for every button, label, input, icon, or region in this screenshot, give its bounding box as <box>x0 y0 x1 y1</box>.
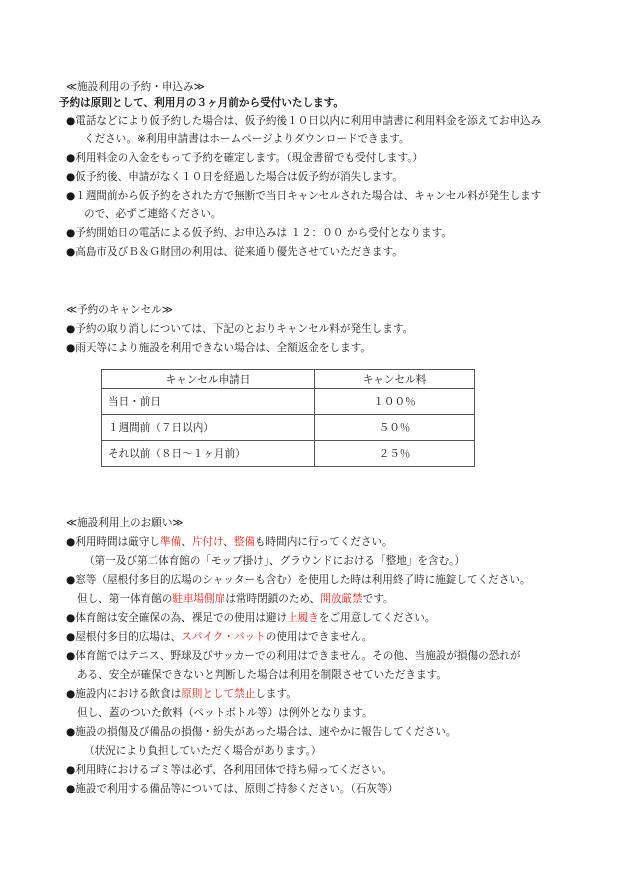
emphasis-text: スパイク・バット <box>181 631 266 643</box>
request-line: ●利用時におけるゴミ等は必ず、各利用団体で持ち帰ってください。 <box>66 764 393 776</box>
reservation-heading: ≪施設利用の予約・申込み≫ <box>66 81 205 93</box>
reservation-line: ●予約開始日の電話による仮予約、お申込みは １２：００ から受付となります。 <box>66 227 452 239</box>
request-line: ●施設で利用する備品等については、原則ご持参ください。（石灰等） <box>66 783 399 795</box>
request-line <box>66 687 297 701</box>
table-row <box>102 415 475 441</box>
text: 、 <box>181 536 192 548</box>
reservation-line: ●電話などにより仮予約した場合は、仮予約後１０日以内に利用申請書に利用料金を添えてお申込み <box>66 115 542 127</box>
text: 但し、第一体育館の <box>77 593 173 605</box>
text: ●施設内における飲食は <box>66 688 182 700</box>
table-cell-fee: ５０％ <box>315 415 475 441</box>
text: ●利用時間は厳守し <box>66 536 160 548</box>
reservation-line: ●１週間前から仮予約をされた方で無断で当日キャンセルされた場合は、キャンセル料が発生します <box>66 190 542 202</box>
request-line: ある、安全が確保できないと判断した場合は利用を制限させていただきます。 <box>77 669 447 681</box>
request-line: ●窓等（屋根付多目的広場のシャッターも含む）を使用した時は利用終了時に施錠してください。 <box>66 574 531 586</box>
text: も時間内に行ってください。 <box>254 536 393 548</box>
reservation-line: ●利用料金の入金をもって予約を確定します。（現金書留でも受付します。） <box>66 152 424 164</box>
table-cell-date: １週間前（７日以内） <box>102 415 315 441</box>
emphasis-text: 開放厳禁 <box>320 593 363 605</box>
text: ●体育館は安全確保の為、裸足での使用は避け <box>66 612 288 624</box>
table-cell-date: それ以前（８日～１ヶ月前） <box>102 441 315 467</box>
request-line: （第一及び第二体育館の「モップ掛け」、グラウンドにおける「整地」を含む。） <box>84 555 466 567</box>
table-cell-fee: １００％ <box>315 389 475 415</box>
request-line: ●施設の損傷及び備品の損傷・紛失があった場合は、速やかに報告してください。 <box>66 726 457 738</box>
request-line: （状況により負担していただく場合があります。） <box>84 745 322 757</box>
emphasis-text: 原則として禁止 <box>181 688 256 700</box>
request-line <box>66 611 435 625</box>
emphasis-text: 駐車場側扉 <box>172 593 226 605</box>
text: ●屋根付多目的広場は、 <box>66 631 182 643</box>
requests-heading: ≪施設利用上のお願い≫ <box>66 517 184 529</box>
request-line <box>66 535 393 549</box>
table-header-row <box>102 370 475 389</box>
table-row <box>102 389 475 415</box>
text: をご用意してください。 <box>318 612 436 624</box>
text: です。 <box>362 593 394 605</box>
cancel-heading: ≪予約のキャンセル≫ <box>66 304 173 316</box>
cancel-line: ●雨天等により施設を利用できない場合は、全額返金をします。 <box>66 342 372 354</box>
text: します。 <box>255 688 297 700</box>
reservation-line: ●仮予約後、申請がなく１０日を経過した場合は仮予約が消失します。 <box>66 171 403 183</box>
text: 、 <box>223 536 234 548</box>
request-line: ●体育館ではテニス、野球及びサッカーでの利用はできません。その他、当施設が損傷の恐れが <box>66 650 521 662</box>
request-line: 但し、蓋のついた飲料（ペットボトル等）は例外となります。 <box>77 707 373 719</box>
cancel-line: ●予約の取り消しについては、下記のとおりキャンセル料が発生します。 <box>66 323 414 335</box>
reservation-line: ください。※利用申請書はホームページよりダウンロードできます。 <box>84 133 410 145</box>
request-line <box>77 592 394 606</box>
reservation-line: ので、必ずご連絡ください。 <box>84 208 222 220</box>
column-header: キャンセル料 <box>315 370 475 389</box>
table-cell-date: 当日・前日 <box>102 389 315 415</box>
table-row <box>102 441 475 467</box>
emphasis-text: 整備 <box>233 536 255 548</box>
emphasis-text: 準備 <box>160 536 182 548</box>
request-line <box>66 630 372 644</box>
text: は常時閉鎖のため、 <box>225 593 321 605</box>
emphasis-text: 上履き <box>287 612 319 624</box>
cancel-fee-table <box>101 369 475 467</box>
text: の使用はできません。 <box>265 631 373 643</box>
reservation-line: ●高島市及びＢ＆Ｇ財団の利用は、従来通り優先させていただきます。 <box>66 246 403 258</box>
emphasis-text: 片付け <box>191 536 224 548</box>
reservation-subheading: 予約は原則として、利用月の３ヶ月前から受付いたします。 <box>59 97 344 109</box>
column-header: キャンセル申請日 <box>102 370 315 389</box>
table-cell-fee: ２５％ <box>315 441 475 467</box>
